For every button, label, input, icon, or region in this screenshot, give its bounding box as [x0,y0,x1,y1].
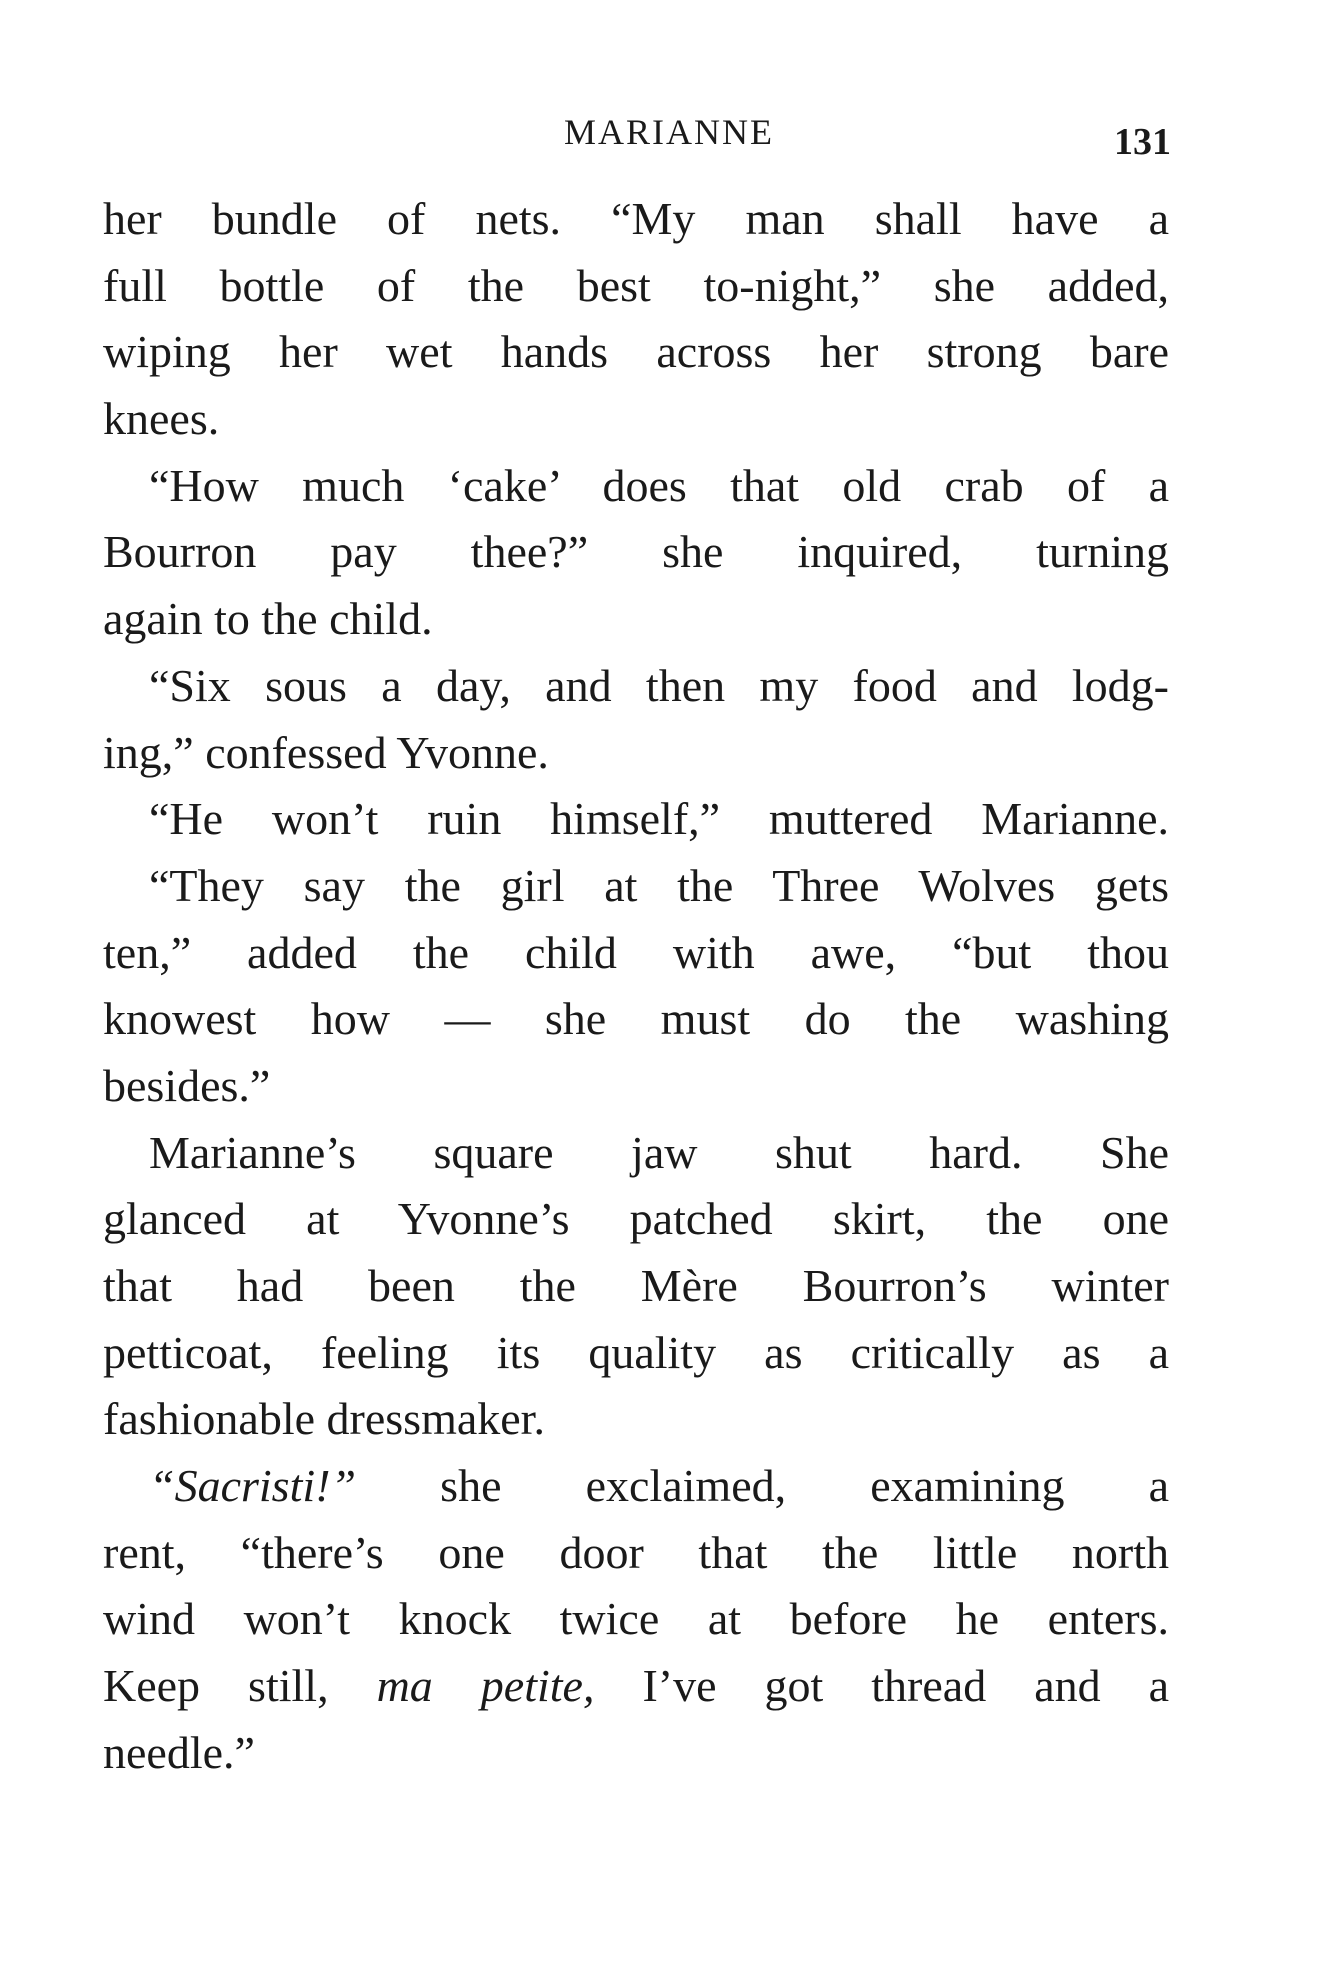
text-line: glanced at Yvonne’s patched skirt, the one [103,1193,1169,1245]
text-line: wind won’t knock twice at before he enters. [103,1593,1169,1645]
text-line: “How much ‘cake’ does that old crab of a [149,459,1169,511]
text-line [103,1453,1169,1520]
text-line: that had been the Mère Bourron’s winter [103,1260,1169,1311]
text-line: knowest how — she must do the washing [103,993,1169,1045]
text-line: her bundle of nets. “My man shall have a [103,193,1169,244]
text-line: rent, “there’s one door that the little north [103,1526,1169,1578]
italic-word: “Sacristi!” [149,1460,357,1512]
text-line: ing,” confessed Yvonne. [103,726,549,778]
italic-word: ma petite, [376,1660,595,1712]
text-segment: exclaimed, examining a [585,1460,1169,1512]
text-line: needle.” [103,1726,255,1778]
text-segment: she [356,1460,586,1512]
text-line: again to the child. [103,593,433,645]
text-segment: I’ve got thread and a [642,1660,1170,1712]
text-line [103,1653,1169,1720]
text-line: ten,” added the child with awe, “but thou [103,926,1169,978]
text-line: Bourron pay thee?” she inquired, turning [103,526,1169,578]
page-number: 131 [1114,121,1171,163]
text-line: fashionable dressmaker. [103,1393,545,1445]
chapter-title: MARIANNE [564,112,774,152]
text-line: “He won’t ruin himself,” muttered Marianne. [149,793,1169,845]
text-line: “They say the girl at the Three Wolves gets [149,859,1169,911]
text-line: besides.” [103,1059,271,1111]
text-segment: Keep still, [103,1660,329,1712]
text-line: full bottle of the best to-night,” she added, [103,259,1169,311]
text-line: “Six sous a day, and then my food and lodg- [149,659,1169,711]
text-line: knees. [103,393,220,445]
text-line: Marianne’s square jaw shut hard. She [149,1126,1169,1178]
text-line: wiping her wet hands across her strong bare [103,326,1169,378]
body-text [103,186,1169,1787]
text-line: petticoat, feeling its quality as critically as a [103,1326,1169,1378]
running-head [0,108,1338,168]
